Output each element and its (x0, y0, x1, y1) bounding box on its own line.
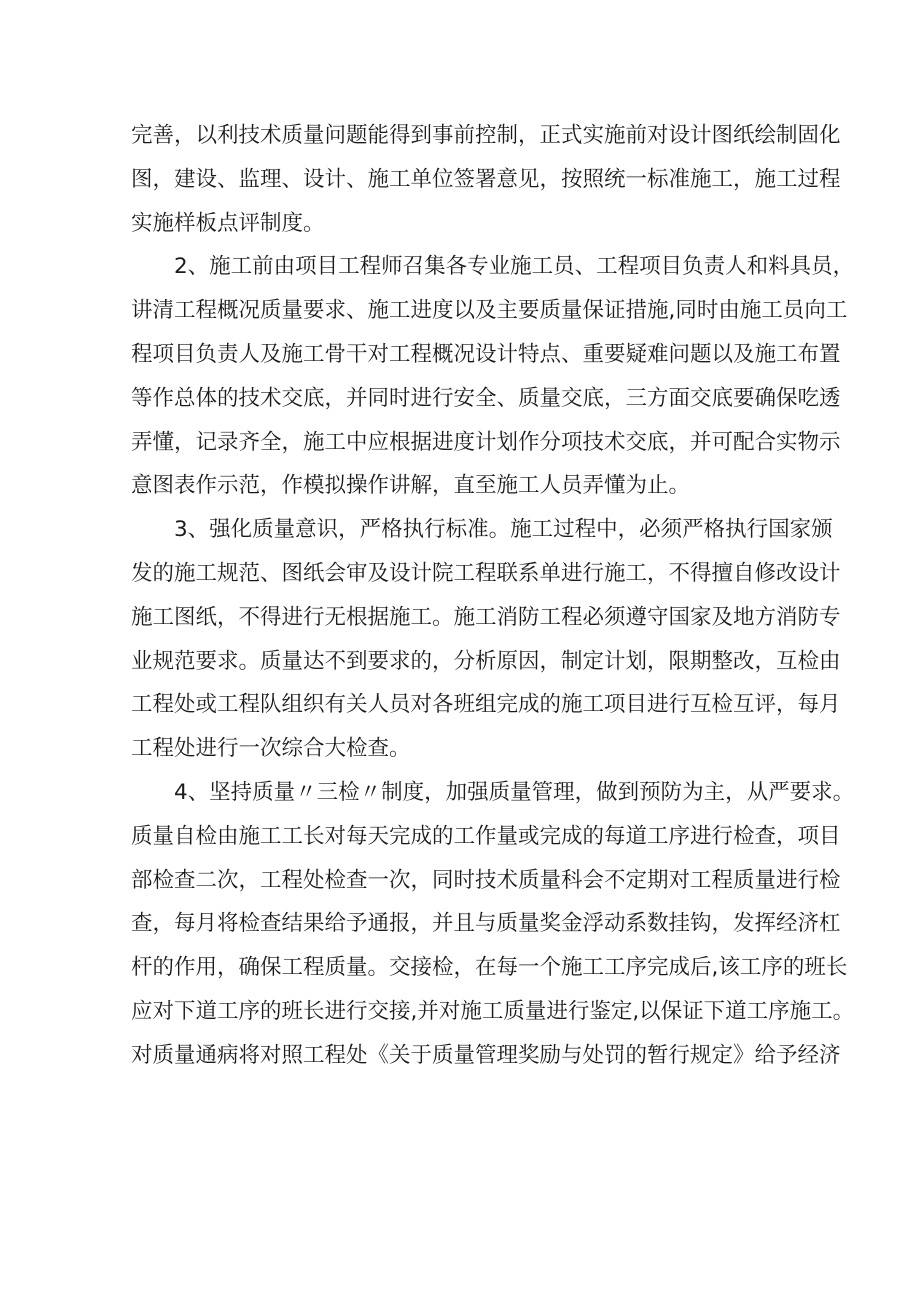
text-line: 工程处进行一次综合大检查。 (131, 736, 411, 762)
text-line: 讲清工程概况质量要求、施工进度以及主要质量保证措施,同时由施工员向工 (131, 298, 848, 324)
text-line: 图，建设、监理、设计、施工单位签署意见，按照统一标准施工，施工过程 (131, 166, 841, 192)
document-body (131, 114, 855, 1078)
text-line: 2、施工前由项目工程师召集各专业施工员、工程项目负责人和料具员， (174, 254, 855, 280)
text-line: 意图表作示范，作模拟操作讲解，直至施工人员弄懂为止。 (131, 473, 691, 499)
text-line: 4、坚持质量〃三检〃制度，加强质量管理，做到预防为主，从严要求。 (174, 779, 855, 805)
text-line: 应对下道工序的班长进行交接,并对施工质量进行鉴定,以保证下道工序施工。 (131, 998, 855, 1024)
text-line: 完善，以利技术质量问题能得到事前控制，正式实施前对设计图纸绘制固化 (131, 123, 841, 148)
text-line: 杆的作用，确保工程质量。交接检，在每一个施工工序完成后,该工序的班长 (131, 955, 848, 981)
text-line: 程项目负责人及施工骨干对工程概况设计特点、重要疑难问题以及施工布置 (131, 341, 841, 367)
text-line: 3、强化质量意识，严格执行标准。施工过程中，必须严格执行国家颁 (174, 517, 833, 543)
paragraph-1 (131, 114, 841, 245)
text-line: 质量自检由施工工长对每天完成的工作量或完成的每道工序进行检查，项目 (131, 823, 841, 849)
paragraph-4 (131, 771, 855, 1078)
text-line: 部检查二次，工程处检查一次，同时技术质量科会不定期对工程质量进行检 (131, 867, 841, 893)
text-line: 业规范要求。质量达不到要求的，分析原因，制定计划，限期整改，互检由 (131, 648, 841, 674)
text-line: 实施样板点评制度。 (131, 210, 325, 236)
text-line: 工程处或工程队组织有关人员对各班组完成的施工项目进行互检互评，每月 (131, 692, 841, 718)
text-line: 发的施工规范、图纸会审及设计院工程联系单进行施工，不得擅自修改设计 (131, 560, 841, 586)
paragraph-3 (131, 508, 841, 771)
text-line: 施工图纸，不得进行无根据施工。施工消防工程必须遵守国家及地方消防专 (131, 604, 841, 630)
text-line: 对质量通病将对照工程处《关于质量管理奖励与处罚的暂行规定》给予经济 (131, 1042, 841, 1068)
text-line: 查，每月将检查结果给予通报，并且与质量奖金浮动系数挂钩，发挥经济杠 (131, 911, 841, 937)
text-line: 等作总体的技术交底，并同时进行安全、质量交底，三方面交底要确保吃透 (131, 385, 841, 411)
text-line: 弄懂，记录齐全，施工中应根据进度计划作分项技术交底，并可配合实物示 (131, 429, 841, 455)
paragraph-2 (131, 245, 855, 508)
